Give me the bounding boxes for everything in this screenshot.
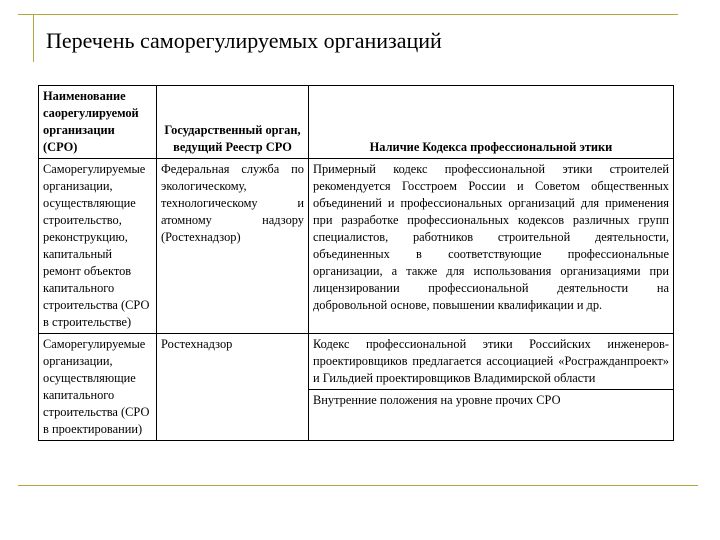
row2-code-cell <box>309 334 674 441</box>
row2-code-extra: Внутренние положения на уровне прочих СРО <box>309 389 673 411</box>
table-row <box>39 159 674 334</box>
row2-registry: Ростехнадзор <box>157 334 309 441</box>
decorative-left-line <box>33 14 34 62</box>
table-row <box>39 334 674 441</box>
decorative-top-line <box>18 14 678 15</box>
row2-code: Кодекс профессиональной этики Российских инженеров-проектировщиков предлагается ассоциацией «Росгражданпроект» и Гильдией проектировщиков Владимирской области <box>313 337 669 385</box>
page-title: Перечень саморегулируемых организаций <box>46 28 442 53</box>
header-name: Наименование саорегулируемой организации (СРО) <box>39 86 157 159</box>
header-registry: Государственный орган, ведущий Реестр СРО <box>157 86 309 159</box>
row1-registry: Федеральная служба по экологическому, технологическому и атомному надзору (Ростехнадзор) <box>157 159 309 334</box>
row1-name: Саморегулируемые организации, осуществляющие строительство, реконструкцию, капитальный ремонт объектов капитального строительства (СРО в строительстве) <box>39 159 157 334</box>
row2-name: Саморегулируемые организации, осуществляющие капитального строительства (СРО в проектировании) <box>39 334 157 441</box>
sro-table <box>38 85 674 441</box>
row1-code: Примерный кодекс профессиональной этики строителей рекомендуется Госстроем России и Советом общественных объединений и профессиональных организаций для применения при разработке профессиональных кодексов различных групп специалистов, работников строительной деятельности, объединенных в соответствующие профессиональные организации, а также для использования организациями при лицензировании профессиональной деятельности на добровольной основе, повышении квалификации и др. <box>309 159 674 334</box>
header-code: Наличие Кодекса профессиональной этики <box>309 86 674 159</box>
table-header-row <box>39 86 674 159</box>
decorative-bottom-line <box>18 485 698 486</box>
